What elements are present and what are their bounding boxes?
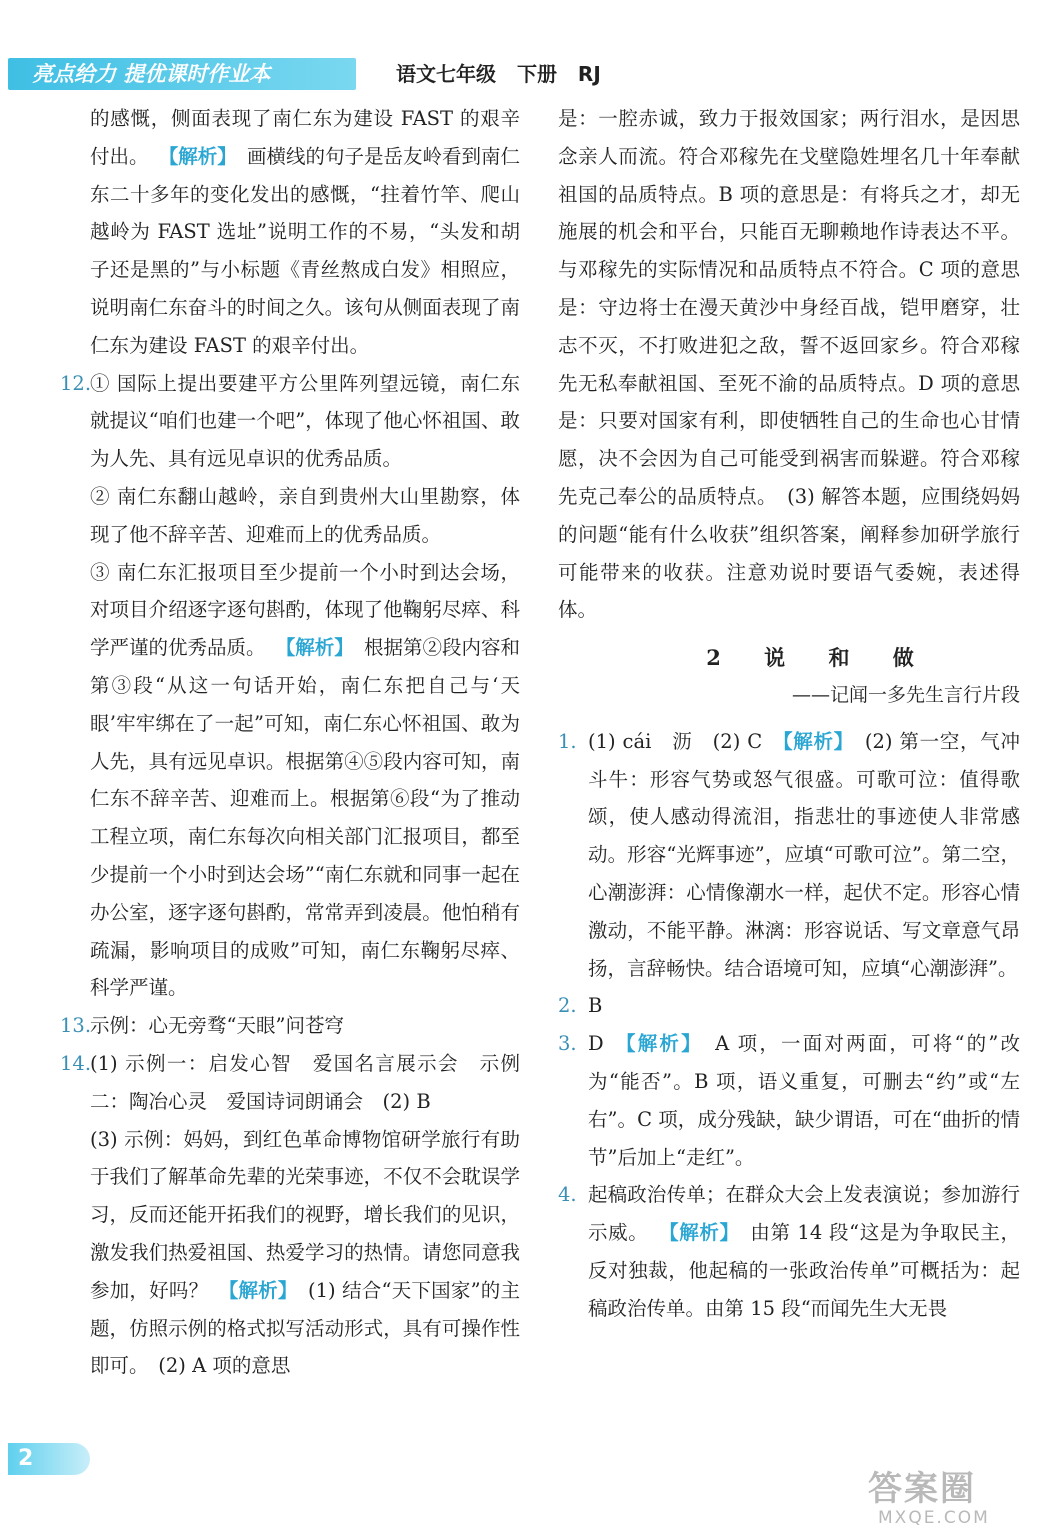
- question-number: 2.: [558, 994, 577, 1018]
- page-header: [0, 54, 1053, 94]
- question-13: [60, 1007, 520, 1045]
- watermark-url: MXQE.COM: [878, 1508, 990, 1528]
- left-column: [60, 100, 520, 1385]
- answer-part-1: (1) 示例一：启发心智 爱国名言展示会 示例二：陶冶心灵 爱国诗词朗诵会 (2) B: [90, 1051, 520, 1113]
- answer-continuation: [60, 100, 520, 365]
- question-number: 12.: [60, 371, 92, 395]
- watermark-text: 答案圈: [868, 1469, 976, 1509]
- analysis-text: (1) 结合“天下国家”的主题，仿照示例的格式拟写活动形式，具有可操作性即可。 (2) A 项的意思: [90, 1278, 520, 1378]
- analysis-text: (2) 第一空，气冲斗牛：形容气势或怒气很盛。可歌可泣：值得歌颂，使人感动得流泪，指悲壮的事迹使人非常感动。形容“光辉事迹”，应填“可歌可泣”。第二空，心潮澎湃：心情像潮水一样，起伏不定。形容心情激动，不能平静。淋漓：形容说话、写文章意气昂扬，言辞畅快。结合语境可知，应填“心潮澎湃”。: [588, 729, 1020, 980]
- question-number: 13.: [60, 1014, 92, 1038]
- question-number: 4.: [558, 1183, 577, 1207]
- analysis-text: 由第 14 段“这是为争取民主，反对独裁，他起稿的一张政治传单”可概括为：起稿政治传单。由第 15 段“而闻先生大无畏: [588, 1221, 1020, 1320]
- answer-text: D: [588, 1032, 604, 1056]
- analysis-text: 画横线的句子是岳友岭看到南仁东二十多年的变化发出的感慨，“拄着竹竿、爬山越岭为 FAST 选址”说明工作的不易，“头发和胡子还是黑的”与小标题《青丝熬成白发》相照应，说明南仁东奋斗的时间之久。该句从侧面表现了南仁东为建设 FAST 的艰辛付出。: [90, 144, 520, 357]
- analysis-tag: 【解析】: [218, 1278, 298, 1302]
- analysis-tag: 【解析】: [158, 144, 237, 168]
- answer-text: 起稿政治传单；在群众大会上发表演说；参加游行示威。: [588, 1183, 1020, 1245]
- analysis-text: A 项，一面对两面，可将“的”改为“能否”。B 项，语义重复，可删去“约”或“左右”。C 项，成分残缺，缺少谓语，可在“曲折的情节”后加上“走红”。: [588, 1032, 1020, 1169]
- analysis-continuation: 是：一腔赤诚，致力于报效国家；两行泪水，是因思念亲人而流。符合邓稼先在戈壁隐姓埋名几十年奉献祖国的品质特点。B 项的意思是：有将兵之才，却无施展的机会和平台，只能百无聊赖地作诗表达不平。与邓稼先的实际情况和品质特点不符合。C 项的意思是：守边将士在漫天黄沙中身经百战，铠甲磨穿，壮志不灭，不打败进犯之敌，誓不返回家乡。符合邓稼先无私奉献祖国、至死不渝的品质特点。D 项的意思是：只要对国家有利，即使牺牲自己的生命也心甘情愿，决不会因为自己可能受到祸害而躲避。符合邓稼先克己奉公的品质特点。 (3) 解答本题，应围绕妈妈的问题“能有什么收获”组织答案，阐释参加研学旅行可能带来的收获。注意劝说时要语气委婉，表述得体。: [558, 107, 1020, 622]
- question-number: 3.: [558, 1032, 577, 1056]
- answer-text: 示例：心无旁骛“天眼”问苍穹: [90, 1014, 344, 1038]
- question-number: 14.: [60, 1051, 92, 1075]
- answer-point-2: ② 南仁东翻山越岭，亲自到贵州大山里勘察，体现了他不辞辛苦、迎难而上的优秀品质。: [90, 484, 520, 546]
- answer-part-3: (3) 示例：妈妈，到红色革命博物馆研学旅行有助于我们了解革命先辈的光荣事迹，不仅不会耽误学习，反而还能开拓我们的视野，增长我们的见识，激发我们热爱祖国、热爱学习的热情。请您同意我参加，好吗？: [90, 1127, 520, 1302]
- question-14: [60, 1045, 520, 1385]
- page-number: 2: [8, 1443, 90, 1475]
- question-1: [558, 723, 1020, 988]
- answer-point-1: ① 国际上提出要建平方公里阵列望远镜，南仁东就提议“咱们也建一个吧”，体现了他心怀祖国、敢为人先、具有远见卓识的优秀品质。: [90, 371, 520, 471]
- answer-text: 的感慨，侧面表现了南仁东为建设 FAST 的艰辛付出。: [90, 107, 520, 168]
- analysis-text: 根据第②段内容和第③段“从这一句话开始，南仁东把自己与‘天眼’牢牢绑在了一起”可知，南仁东心怀祖国、敢为人先，具有远见卓识。根据第④⑤段内容可知，南仁东不辞辛苦、迎难而上。根据第⑥段“为了推动工程立项，南仁东每次向相关部门汇报项目，都至少提前一个小时到达会场”“南仁东就和同事一起在办公室，逐字逐句斟酌，常常弄到凌晨。他怕稍有疏漏，影响项目的成败”可知，南仁东鞠躬尽瘁、科学严谨。: [90, 636, 520, 1000]
- question-number: 1.: [558, 729, 577, 753]
- right-column: [558, 100, 1020, 1328]
- question-2: [558, 987, 1020, 1025]
- analysis-tag: 【解析】: [616, 1032, 703, 1056]
- answer-text: B: [588, 994, 603, 1018]
- analysis-tag: 【解析】: [659, 1221, 740, 1245]
- answer-point-3: ③ 南仁东汇报项目至少提前一个小时到达会场，对项目介绍逐字逐句斟酌，体现了他鞠躬尽瘁、科学严谨的优秀品质。: [90, 560, 520, 660]
- question-3: [558, 1025, 1020, 1176]
- series-title: 亮点给力 提优课时作业本: [8, 58, 356, 90]
- question-12: [60, 365, 520, 1008]
- analysis-tag: 【解析】: [773, 729, 854, 753]
- section-subtitle: ——记闻一多先生言行片段: [791, 683, 1020, 706]
- subject-label: 语文七年级 下册 RJ: [396, 62, 601, 86]
- section-title: 2 说 和 做: [706, 645, 932, 671]
- question-4: [558, 1176, 1020, 1327]
- watermark-logo: [868, 1470, 1046, 1532]
- answer-text: (1) cái 沥 (2) C: [588, 729, 763, 753]
- analysis-tag: 【解析】: [275, 636, 354, 660]
